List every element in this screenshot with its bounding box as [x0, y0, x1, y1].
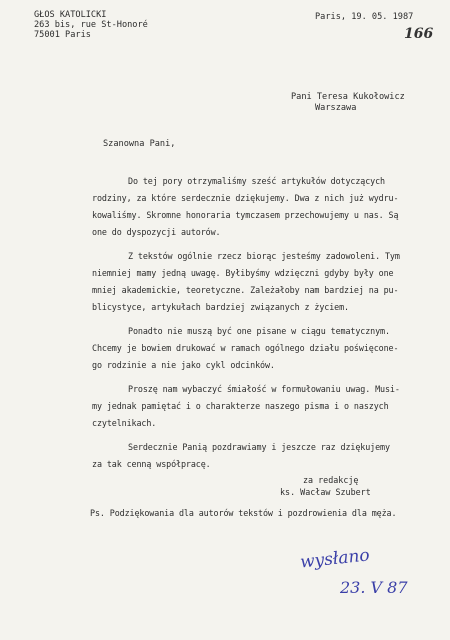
body-line: Proszę nam wybaczyć śmiałość w formułowaniu uwag. Musi- [128, 384, 400, 394]
body-line: my jednak pamiętać i o charakterze naszego pisma i o naszych [92, 401, 389, 411]
recipient-name: Pani Teresa Kukołowicz [291, 92, 405, 102]
sender-name: GŁOS KATOLICKI [34, 10, 107, 20]
sender-city: 75001 Paris [34, 30, 91, 40]
recipient-city: Warszawa [315, 103, 357, 113]
body-line: za tak cenną współpracę. [92, 459, 211, 469]
body-line: Z tekstów ogólnie rzecz biorąc jesteśmy zadowoleni. Tym [128, 251, 400, 261]
body-line: niemniej mamy jedną uwagę. Byłibyśmy wdzięczni gdyby były one [92, 268, 394, 278]
body-line: Ponadto nie muszą być one pisane w ciągu tematycznym. [128, 326, 390, 336]
salutation: Szanowna Pani, [103, 139, 176, 149]
signature-line-1: za redakcję [303, 475, 359, 485]
body-line: rodziny, za które serdecznie dziękujemy. Dwa z nich już wydru- [92, 193, 399, 203]
sender-street: 263 bis, rue St-Honoré [34, 20, 148, 30]
date-line: Paris, 19. 05. 1987 [315, 12, 414, 22]
body-line: Serdecznie Panią pozdrawiamy i jeszcze raz dziękujemy [128, 442, 390, 452]
handwritten-date: 23. V 87 [340, 578, 408, 597]
body-line: Do tej pory otrzymaliśmy sześć artykułów dotyczących [128, 176, 385, 186]
body-line: czytelnikach. [92, 418, 157, 428]
postscript: Ps. Podziękowania dla autorów tekstów i pozdrowienia dla męża. [90, 508, 397, 518]
handwritten-note: wysłano [299, 545, 371, 573]
body-line: kowaliśmy. Skromne honoraria tymczasem przechowujemy u nas. Są [92, 210, 399, 220]
body-line: mniej akademickie, teoretyczne. Zależałoby nam bardziej na pu- [92, 285, 399, 295]
body-line: go rodzinie a nie jako cykl odcinków. [92, 360, 275, 370]
body-line: blicystyce, artykułach bardziej związanych z życiem. [92, 302, 349, 312]
body-line: one do dyspozycji autorów. [92, 227, 221, 237]
body-line: Chcemy je bowiem drukować w ramach ogólnego działu poświęcone- [92, 343, 399, 353]
signature-name: ks. Wacław Szubert [280, 487, 371, 497]
archive-number: 166 [404, 26, 434, 42]
